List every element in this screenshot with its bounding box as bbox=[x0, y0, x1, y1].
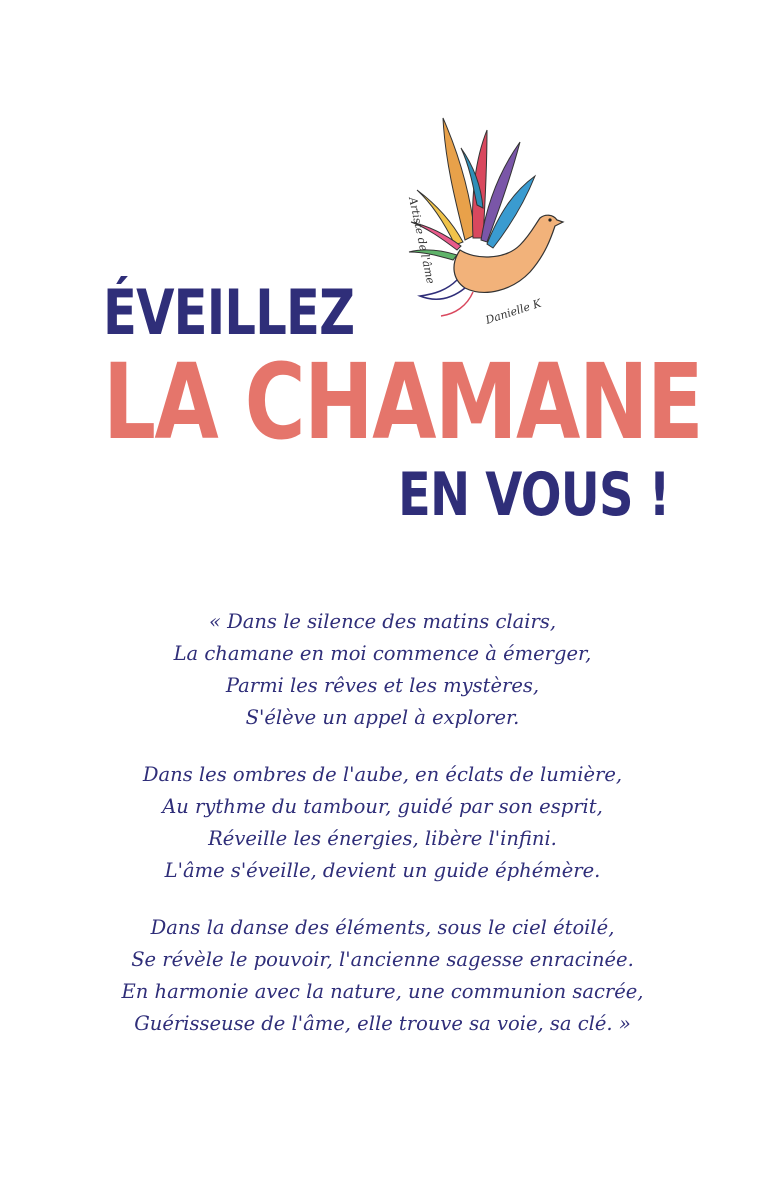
poem-verse: Se révèle le pouvoir, l'ancienne sagesse enracinée. bbox=[131, 948, 634, 971]
poem-stanza bbox=[40, 759, 725, 887]
poem-verse: Au rythme du tambour, guidé par son esprit, bbox=[162, 795, 603, 818]
poem-verse: « Dans le silence des matins clairs, bbox=[208, 610, 557, 633]
poem-stanza bbox=[40, 912, 725, 1040]
title-line-3: EN VOUS ! bbox=[398, 460, 670, 530]
poem-verse: Dans la danse des éléments, sous le ciel étoilé, bbox=[150, 916, 615, 939]
logo-signature-text: Artiste de l'âme bbox=[406, 195, 438, 286]
title-line-2: LA CHAMANE bbox=[103, 341, 703, 463]
poem-verse: Réveille les énergies, libère l'infini. bbox=[208, 827, 557, 850]
logo-author-text: Danielle K bbox=[483, 296, 543, 327]
title-line-1: ÉVEILLEZ bbox=[103, 276, 355, 349]
poem bbox=[40, 606, 725, 1040]
poem-verse: S'élève un appel à explorer. bbox=[245, 706, 520, 729]
poem-verse: Parmi les rêves et les mystères, bbox=[225, 674, 540, 697]
poem-verse: En harmonie avec la nature, une communion sacrée, bbox=[121, 980, 644, 1003]
poem-stanza bbox=[40, 606, 725, 734]
bird-eye-icon bbox=[548, 218, 551, 221]
poem-verse: L'âme s'éveille, devient un guide éphémère. bbox=[164, 859, 601, 882]
poem-verse: Dans les ombres de l'aube, en éclats de lumière, bbox=[142, 763, 623, 786]
poem-verse: La chamane en moi commence à émerger, bbox=[173, 642, 592, 665]
poem-verse: Guérisseuse de l'âme, elle trouve sa voie, sa clé. » bbox=[134, 1012, 631, 1035]
bird-logo bbox=[395, 110, 565, 335]
